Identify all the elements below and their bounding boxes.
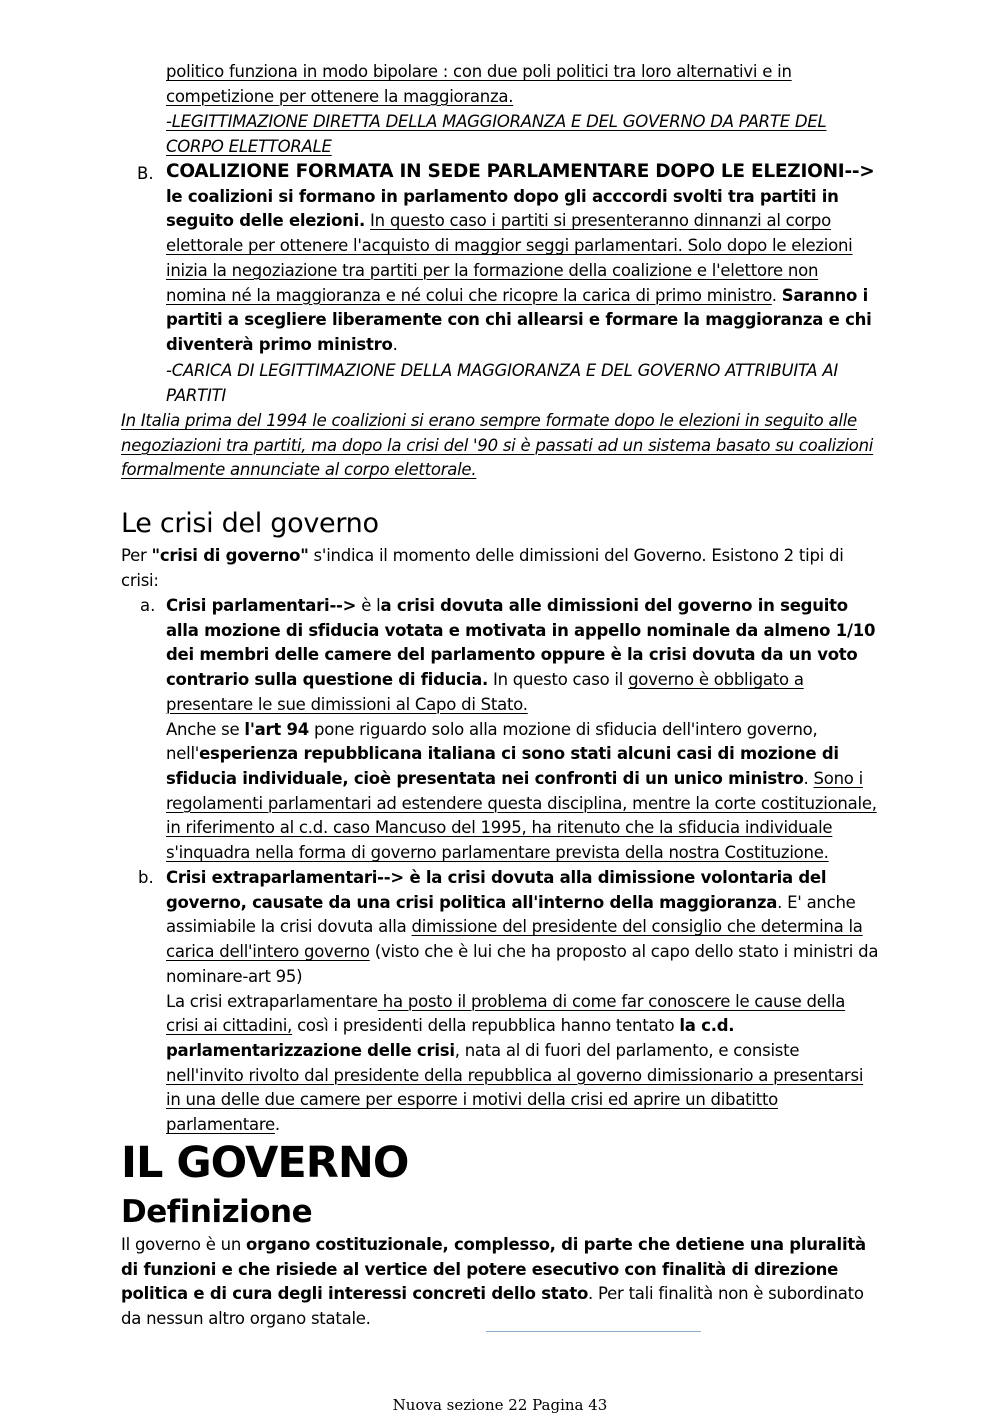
divider-line [486, 1331, 701, 1332]
text-run: . [803, 768, 814, 788]
section-a-tail-text: politico funziona in modo bipolare : con due poli politici tra loro alternativi e in competizione per ottenere la maggioranza. [166, 62, 792, 106]
section-b-heading: COALIZIONE FORMATA IN SEDE PARLAMENTARE DOPO LE ELEZIONI--> [166, 161, 875, 182]
crisi-intro-bold: "crisi di governo" [151, 546, 309, 565]
text-run: (visto che è lui che ha proposto al capo dello stato i ministri da nominare-art 95) [166, 942, 879, 986]
underlined-run: dimissione del presidente del consiglio che determina la carica dell'intero governo [166, 917, 863, 962]
text-run: In questo caso il [487, 670, 629, 690]
page-footer: Nuova sezione 22 Pagina 43 [392, 1396, 608, 1414]
crisi-extraparlamentari-paragraph [166, 866, 881, 1138]
bold-run: la c.d. parlamentarizzazione delle crisi [166, 1016, 735, 1060]
governo-definition [121, 1233, 881, 1332]
bold-run: a crisi dovuta alle dimissioni del governo in seguito alla mozione di sfiducia votata e motivata in appello nominale da almeno 1/10 dei membri delle camere del parlamento oppure è la crisi dovuta da un voto contrario sulla questione di fiducia. [166, 596, 876, 690]
text-run: . E' anche assimiabile la crisi dovuta alla [166, 892, 856, 937]
bold-run: esperienza repubblicana italiana ci sono stati alcuni casi di mozione di sfiducia individuale, cioè presentata nei confronti di un unico ministro [166, 744, 839, 788]
bold-run: Crisi extraparlamentari--> è la crisi dovuta alla dimissione volontaria del governo, causate da una crisi politica all'interno della maggioranza [166, 868, 827, 912]
underlined-run: Sono i regolamenti parlamentari ad estendere questa disciplina, mentre la corte costituzionale, in riferimento al c.d. caso Mancuso del 1995, ha ritenuto che la sfiducia individuale s'inquadra nella forma di governo parlamentare prevista della nostra Costituzione. [166, 768, 877, 863]
list-marker-b-lower: b. [138, 868, 154, 887]
governo-title: IL GOVERNO [121, 1138, 409, 1188]
text-run: Il governo è un [121, 1235, 247, 1254]
text-run: , nata al di fuori del parlamento, e consiste [454, 1040, 800, 1060]
bold-run: organo costituzionale, complesso, di parte che detiene una pluralità di funzioni e che risiede al vertice del potere esecutivo con finalità di direzione politica e di cura degli interessi concreti dello stato [121, 1235, 866, 1304]
section-b-legitimation: -CARICA DI LEGITTIMAZIONE DELLA MAGGIORANZA E DEL GOVERNO ATTRIBUITA AI PARTITI [166, 361, 838, 405]
section-b-paragraph: COALIZIONE FORMATA IN SEDE PARLAMENTARE DOPO LE ELEZIONI--> le coalizioni si formano in parlamento dopo gli acccordi svolti tra partiti in seguito delle elezioni. In questo caso i partiti si presenteranno dinnanzi al corpo elettorale per ottenere l'acquisto di maggior seggi parlamentari. Solo dopo le elezioni inizia la negoziazione tra partiti per la formazione della coalizione e l'elettore non nomina né la maggioranza e né colui che ricopre la carica di primo ministro. Saranno i partiti a scegliere liberamente con chi allearsi e formare la maggioranza e chi diventerà primo ministro. [166, 161, 875, 354]
text-run: così i presidenti della repubblica hanno tentato [292, 1016, 680, 1036]
text-run: pone riguardo solo alla mozione di sfiducia dell'intero governo, nell' [166, 719, 818, 764]
text-run: . Per tali finalità non è subordinato da nessun altro organo statale. [121, 1284, 864, 1329]
section-a-legitimation: -LEGITTIMAZIONE DIRETTA DELLA MAGGIORANZA E DEL GOVERNO DA PARTE DEL CORPO ELETTORALE [166, 112, 827, 156]
text-run: Anche se [166, 719, 245, 739]
crisi-intro [121, 544, 881, 593]
underlined-run: ha posto il problema di come far conoscere le cause della crisi ai cittadini, [166, 991, 846, 1036]
section-b-bold-intro: le coalizioni si formano in parlamento dopo gli acccordi svolti tra partiti in seguito delle elezioni. [166, 186, 839, 231]
underlined-run: nell'invito rivolto dal presidente della repubblica al governo dimissionario a presentarsi in una delle due camere per esporre i motivi della crisi ed aprire un dibatitto parlamentare [166, 1065, 864, 1135]
text-run: è l [356, 596, 381, 615]
italy-note: In Italia prima del 1994 le coalizioni si erano sempre formate dopo le elezioni in seguito alle negoziazioni tra partiti, ma dopo la crisi del '90 si è passati ad un sistema basato su coalizioni formalmente annunciate al corpo elettorale. [121, 411, 874, 480]
list-marker-b: B. [137, 164, 154, 183]
crisi-parlamentari-paragraph [166, 594, 881, 866]
governo-subtitle: Definizione [121, 1194, 313, 1230]
section-b-bold-end: Saranno i partiti a scegliere liberamente con chi allearsi e formare la maggioranza e chi diventerà primo ministro [166, 285, 872, 354]
underlined-run: governo è obbligato a presentare le sue dimissioni al Capo di Stato. [166, 670, 804, 714]
crisi-intro-pre: Per [121, 546, 152, 565]
section-b-underlined: In questo caso i partiti si presenteranno dinnanzi al corpo elettorale per ottenere l'acquisto di maggior seggi parlamentari. Solo dopo le elezioni inizia la negoziazione tra partiti per la formazione della coalizione e l'elettore non nomina né la maggioranza e né colui che ricopre la carica di primo ministro [166, 211, 853, 305]
text-run: La crisi extraparlamentare [166, 991, 378, 1011]
crisi-intro-post: s'indica il momento delle dimissioni del Governo. Esistono 2 tipi di crisi: [121, 546, 844, 590]
bold-run: l'art 94 [244, 719, 309, 739]
crisi-parlamentari-label: Crisi parlamentari--> [166, 596, 357, 615]
text-run: . [274, 1115, 280, 1135]
crisi-heading: Le crisi del governo [121, 508, 379, 539]
list-marker-a: a. [140, 596, 156, 615]
